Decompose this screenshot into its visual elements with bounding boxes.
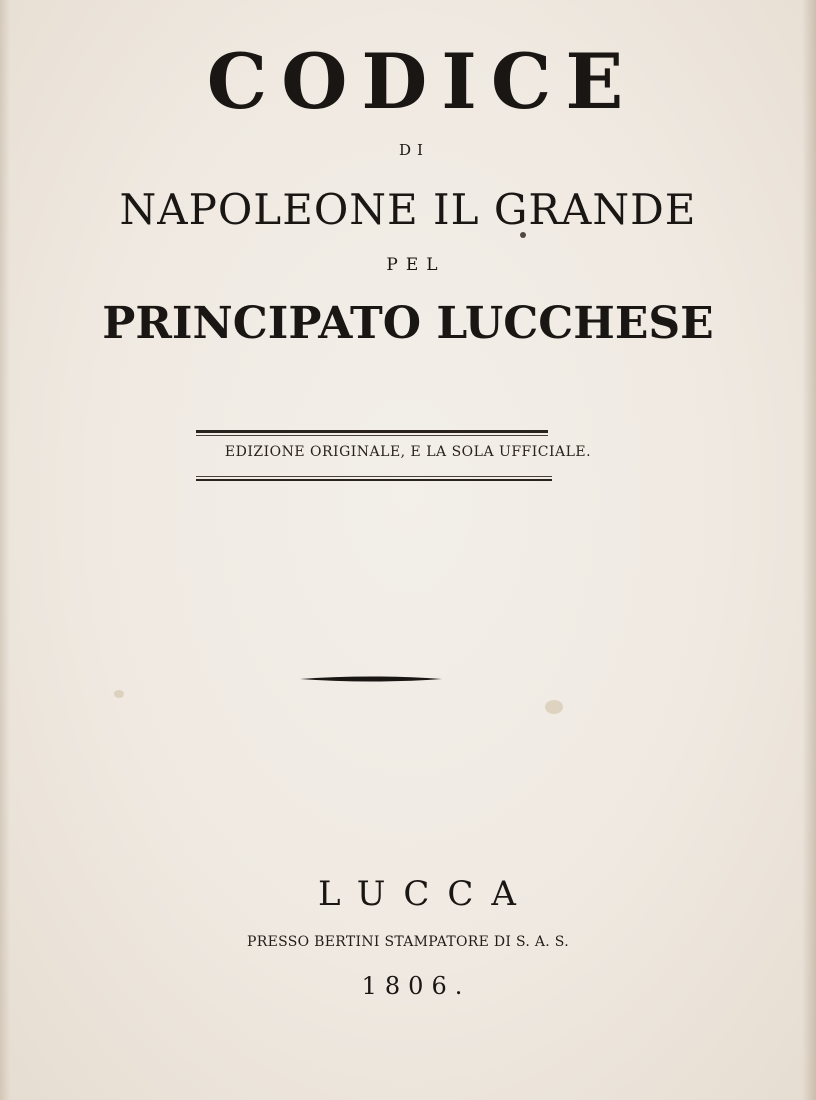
book-title: CODICE: [206, 37, 638, 126]
top-rule: [196, 430, 548, 433]
bottom-rule-thin: [196, 476, 552, 477]
foxing-spot: [114, 690, 124, 698]
connector-di: DI: [399, 141, 429, 159]
imprint-place: LUCCA: [318, 874, 534, 914]
connector-pel: PEL: [386, 255, 446, 275]
subject-line: NAPOLEONE IL GRANDE: [119, 185, 697, 234]
bottom-rule: [196, 479, 552, 481]
territory-line: PRINCIPATO LUCCHESE: [102, 298, 714, 349]
top-rule-thin: [196, 435, 548, 436]
edition-note: EDIZIONE ORIGINALE, E LA SOLA UFFICIALE.: [224, 444, 592, 460]
imprint-printer: PRESSO BERTINI STAMPATORE DI S. A. S.: [247, 934, 569, 950]
ornamental-rule-icon: [300, 675, 442, 683]
imprint-year: 1806.: [361, 972, 471, 1000]
foxing-spot: [545, 700, 563, 714]
